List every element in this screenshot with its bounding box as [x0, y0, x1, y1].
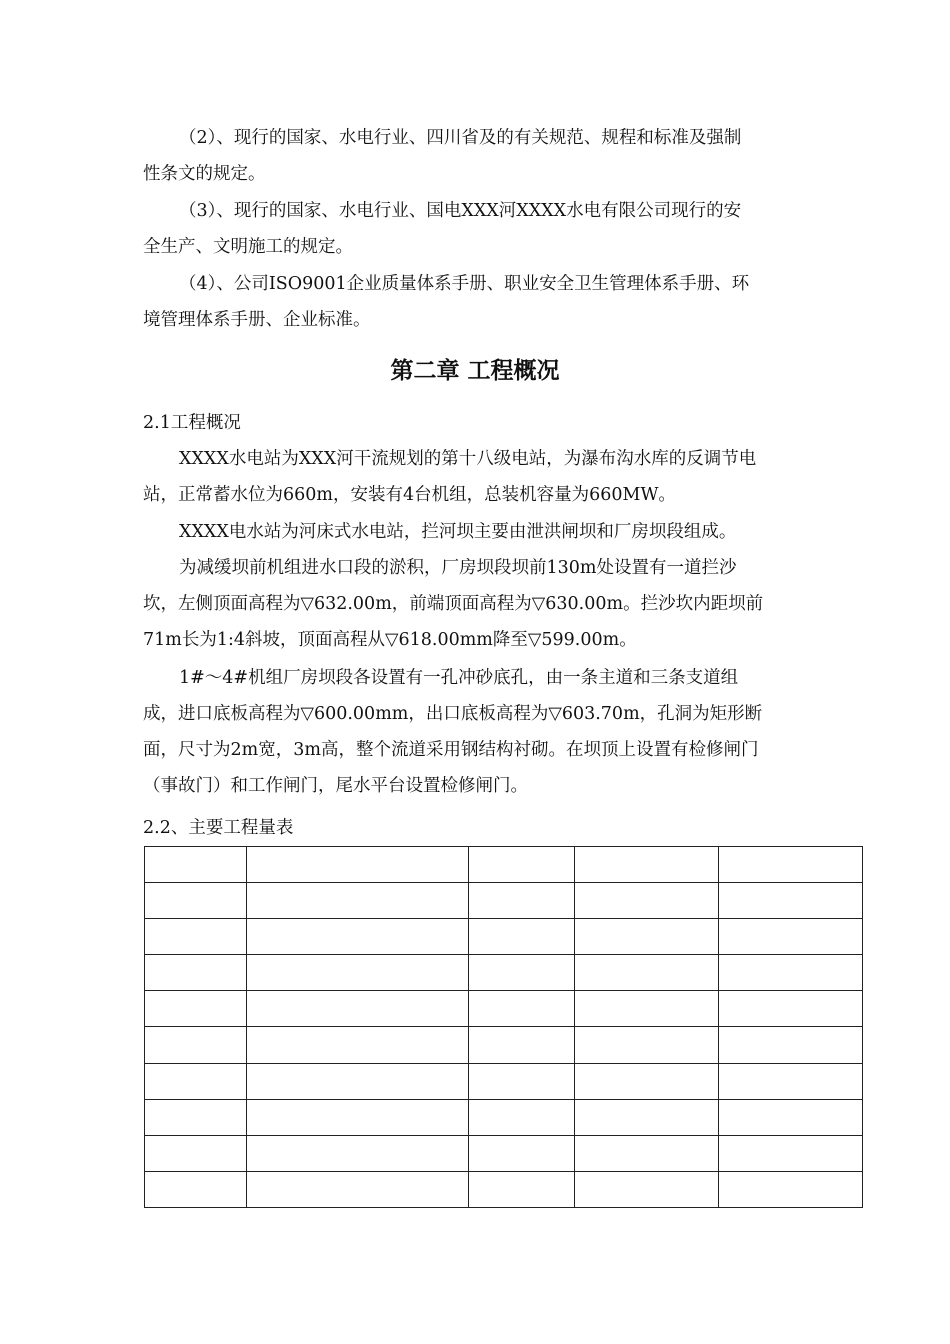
basis-item-3 — [143, 193, 863, 265]
text-line: 71m长为1:4斜坡，顶面高程从▽618.00mm降至▽599.00m。 — [143, 630, 637, 650]
table-row — [145, 883, 863, 919]
table-cell — [719, 919, 863, 955]
overview-paragraph — [143, 441, 863, 513]
table-row — [145, 955, 863, 991]
table-cell — [575, 847, 719, 883]
table-cell — [247, 847, 469, 883]
table-cell — [145, 1135, 247, 1171]
table-cell — [575, 955, 719, 991]
table-cell — [575, 1171, 719, 1207]
text-line: （2）、现行的国家、水电行业、四川省及的有关规范、规程和标准及强制 — [179, 128, 742, 148]
table-row — [145, 919, 863, 955]
chapter-title: 第二章 工程概况 — [390, 357, 560, 384]
table-row — [145, 991, 863, 1027]
table-cell — [719, 1171, 863, 1207]
table-cell — [247, 1063, 469, 1099]
section-heading-overview: 2.1工程概况 — [143, 413, 241, 433]
table-cell — [145, 847, 247, 883]
table-cell — [145, 955, 247, 991]
table-cell — [247, 991, 469, 1027]
overview-paragraph — [143, 660, 863, 804]
table-cell — [247, 1135, 469, 1171]
table-cell — [575, 1063, 719, 1099]
text-line: （3）、现行的国家、水电行业、国电XXX河XXXX水电有限公司现行的安 — [179, 201, 742, 221]
table-cell — [247, 883, 469, 919]
text-line: XXXX水电站为XXX河干流规划的第十八级电站，为瀑布沟水库的反调节电 — [179, 449, 757, 469]
table-cell — [145, 883, 247, 919]
text-line: 为减缓坝前机组进水口段的淤积，厂房坝段坝前130m处设置有一道拦沙 — [179, 558, 737, 578]
table-row — [145, 1099, 863, 1135]
quantities-table — [144, 846, 863, 1208]
table-row — [145, 1063, 863, 1099]
table-cell — [719, 883, 863, 919]
table-cell — [719, 991, 863, 1027]
text-line: （4）、公司ISO9001企业质量体系手册、职业安全卫生管理体系手册、环 — [179, 274, 750, 294]
text-line: 境管理体系手册、企业标准。 — [143, 310, 371, 330]
table-cell — [719, 1135, 863, 1171]
text-line: 站，正常蓄水位为660m，安装有4台机组，总装机容量为660MW。 — [143, 485, 676, 505]
table-cell — [145, 1063, 247, 1099]
table-cell — [469, 1171, 575, 1207]
basis-item-4 — [143, 266, 863, 338]
table-cell — [469, 1063, 575, 1099]
table-cell — [719, 955, 863, 991]
table-cell — [469, 991, 575, 1027]
table-cell — [719, 847, 863, 883]
text-line: 面，尺寸为2m宽，3m高，整个流道采用钢结构衬砌。在坝顶上设置有检修闸门 — [143, 740, 759, 760]
text-line: 全生产、文明施工的规定。 — [143, 237, 353, 257]
text-line: 1#～4#机组厂房坝段各设置有一孔冲砂底孔，由一条主道和三条支道组 — [179, 668, 739, 688]
table-cell — [247, 1171, 469, 1207]
table-row — [145, 1135, 863, 1171]
overview-paragraph — [143, 514, 863, 550]
table-cell — [719, 1027, 863, 1063]
text-line: 坎，左侧顶面高程为▽632.00m，前端顶面高程为▽630.00m。拦沙坎内距坝前 — [143, 594, 764, 614]
table-cell — [575, 1027, 719, 1063]
table-cell — [145, 1099, 247, 1135]
table-cell — [575, 1099, 719, 1135]
table-cell — [247, 919, 469, 955]
text-line: （事故门）和工作闸门，尾水平台设置检修闸门。 — [143, 776, 528, 796]
table-cell — [469, 919, 575, 955]
basis-item-2 — [143, 120, 863, 192]
table-cell — [145, 991, 247, 1027]
table-row — [145, 847, 863, 883]
table-cell — [575, 1135, 719, 1171]
table-cell — [145, 1027, 247, 1063]
table-row — [145, 1171, 863, 1207]
table-cell — [469, 1027, 575, 1063]
table-row — [145, 1027, 863, 1063]
table-cell — [469, 955, 575, 991]
table-cell — [719, 1063, 863, 1099]
table-cell — [575, 919, 719, 955]
text-line: XXXX电水站为河床式水电站，拦河坝主要由泄洪闸坝和厂房坝段组成。 — [179, 522, 737, 542]
table-cell — [145, 1171, 247, 1207]
table-cell — [247, 955, 469, 991]
table-cell — [247, 1027, 469, 1063]
text-line: 性条文的规定。 — [143, 164, 266, 184]
table-cell — [575, 991, 719, 1027]
table-cell — [145, 919, 247, 955]
table-cell — [469, 847, 575, 883]
table-cell — [469, 883, 575, 919]
section-heading-quantities: 2.2、主要工程量表 — [143, 818, 294, 838]
table-cell — [469, 1099, 575, 1135]
table-cell — [469, 1135, 575, 1171]
table-cell — [575, 883, 719, 919]
table-cell — [247, 1099, 469, 1135]
text-line: 成，进口底板高程为▽600.00mm，出口底板高程为▽603.70m，孔洞为矩形断 — [143, 704, 763, 724]
overview-paragraph — [143, 550, 863, 658]
table-cell — [719, 1099, 863, 1135]
